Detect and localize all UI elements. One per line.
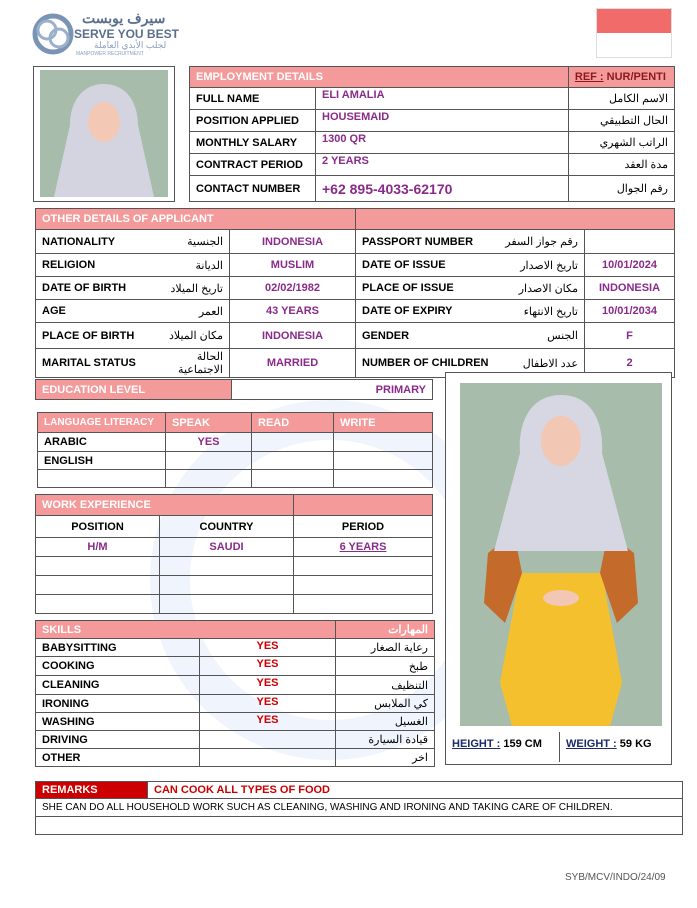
age-label: AGE: [36, 300, 144, 323]
full-name-label: FULL NAME: [190, 88, 316, 110]
company-english-name: SERVE YOU BEST: [74, 27, 179, 41]
skill-cooking-value: YES: [200, 657, 336, 676]
skill-driving-value: [200, 731, 336, 749]
applicant-photo-small: [40, 70, 168, 197]
language-arabic-read: [252, 433, 334, 452]
weight-label: WEIGHT :: [566, 738, 617, 750]
passport-number-value: [585, 230, 675, 254]
employment-table: [189, 66, 675, 202]
skill-cooking-label: COOKING: [36, 657, 200, 676]
company-arabic-name: سيرف يوبست: [82, 10, 166, 26]
work-country-2: [160, 557, 294, 576]
skills-table: [35, 620, 435, 767]
date-of-expiry-ar: تاريخ الانتهاء: [495, 300, 585, 323]
position-applied-ar: الحال التطبيقي: [568, 110, 674, 132]
work-experience-table: [35, 494, 433, 614]
date-of-issue-label: DATE OF ISSUE: [356, 254, 495, 277]
language-english-speak: [166, 452, 252, 470]
marital-status-ar: الحالة الاجتماعية: [144, 349, 230, 378]
remarks-headline: CAN COOK ALL TYPES OF FOOD: [148, 782, 683, 799]
date-of-birth-label: DATE OF BIRTH: [36, 277, 144, 300]
religion-value: MUSLIM: [230, 254, 356, 277]
full-name-value: ELI AMALIA: [316, 88, 569, 110]
work-period-2: [294, 557, 433, 576]
position-applied-label: POSITION APPLIED: [190, 110, 316, 132]
work-period-1: 6 YEARS: [294, 538, 433, 557]
education-label: EDUCATION LEVEL: [36, 380, 232, 400]
work-experience-header: WORK EXPERIENCE: [36, 495, 294, 516]
language-header-write: WRITE: [334, 413, 433, 433]
nationality-value: INDONESIA: [230, 230, 356, 254]
contact-number-label: CONTACT NUMBER: [190, 176, 316, 202]
children-value: 2: [585, 349, 675, 378]
skill-washing-value: YES: [200, 713, 336, 731]
religion-label: RELIGION: [36, 254, 144, 277]
place-of-birth-value: INDONESIA: [230, 323, 356, 349]
place-of-issue-value: INDONESIA: [585, 277, 675, 300]
height-value: 159 CM: [503, 738, 542, 750]
skill-ironing-label: IRONING: [36, 695, 200, 713]
gender-label: GENDER: [356, 323, 495, 349]
skill-washing-label: WASHING: [36, 713, 200, 731]
work-experience-header-right: [294, 495, 433, 516]
skills-header-ar: المهارات: [336, 621, 435, 639]
skill-ironing-value: YES: [200, 695, 336, 713]
skill-babysitting-ar: رعاية الصغار: [336, 639, 435, 657]
other-details-header: OTHER DETAILS OF APPLICANT: [36, 209, 356, 230]
monthly-salary-label: MONTHLY SALARY: [190, 132, 316, 154]
language-english: ENGLISH: [38, 452, 166, 470]
monthly-salary-ar: الراتب الشهري: [568, 132, 674, 154]
skill-ironing-ar: كي الملابس: [336, 695, 435, 713]
skill-driving-ar: قيادة السيارة: [336, 731, 435, 749]
language-arabic: ARABIC: [38, 433, 166, 452]
language-header-speak: SPEAK: [166, 413, 252, 433]
indonesia-flag: [596, 8, 672, 58]
marital-status-label: MARITAL STATUS: [36, 349, 144, 378]
language-empty-speak: [166, 470, 252, 488]
remarks-text: SHE CAN DO ALL HOUSEHOLD WORK SUCH AS CLEANING, WASHING AND IRONING AND TAKING CARE OF CHILDREN.: [36, 799, 683, 817]
ref-label: REF :: [574, 71, 604, 83]
passport-number-label: PASSPORT NUMBER: [356, 230, 495, 254]
language-english-write: [334, 452, 433, 470]
religion-ar: الديانة: [144, 254, 230, 277]
nationality-ar: الجنسية: [144, 230, 230, 254]
skill-cleaning-ar: التنظيف: [336, 676, 435, 695]
work-col-country: COUNTRY: [160, 516, 294, 538]
work-country-3: [160, 576, 294, 595]
date-of-expiry-value: 10/01/2034: [585, 300, 675, 323]
language-header-literacy: LANGUAGE LITERACY: [38, 413, 166, 433]
language-header-read: READ: [252, 413, 334, 433]
language-empty-write: [334, 470, 433, 488]
company-arabic-sub: لجلب الأيدي العاملة: [94, 40, 167, 50]
place-of-birth-ar: مكان الميلاد: [144, 323, 230, 349]
gender-value: F: [585, 323, 675, 349]
document-code: SYB/MCV/INDO/24/09: [565, 872, 666, 883]
work-position-3: [36, 576, 160, 595]
passport-number-ar: رقم جواز السفر: [495, 230, 585, 254]
date-of-birth-value: 02/02/1982: [230, 277, 356, 300]
place-of-issue-ar: مكان الاصدار: [495, 277, 585, 300]
work-country-4: [160, 595, 294, 614]
age-value: 43 YEARS: [230, 300, 356, 323]
date-of-issue-ar: تاريخ الاصدار: [495, 254, 585, 277]
other-details-header-right: [356, 209, 675, 230]
education-value: PRIMARY: [232, 380, 433, 400]
height-label: HEIGHT :: [452, 738, 501, 750]
work-country-1: SAUDI: [160, 538, 294, 557]
remarks-label: REMARKS: [36, 782, 148, 799]
language-table: [37, 412, 433, 488]
contact-number-ar: رقم الجوال: [568, 176, 674, 202]
education-table: [35, 379, 433, 400]
place-of-issue-label: PLACE OF ISSUE: [356, 277, 495, 300]
work-col-period: PERIOD: [294, 516, 433, 538]
date-of-issue-value: 10/01/2024: [585, 254, 675, 277]
language-empty-row: [38, 470, 166, 488]
height-weight-divider: [559, 732, 560, 762]
ref-cell: [568, 67, 674, 88]
contact-number-value: +62 895-4033-62170: [316, 176, 569, 202]
height-box: [452, 738, 542, 750]
date-of-expiry-label: DATE OF EXPIRY: [356, 300, 495, 323]
language-empty-read: [252, 470, 334, 488]
place-of-birth-label: PLACE OF BIRTH: [36, 323, 144, 349]
remarks-empty-row: [36, 817, 683, 835]
skills-header: SKILLS: [36, 621, 336, 639]
nationality-label: NATIONALITY: [36, 230, 144, 254]
language-english-read: [252, 452, 334, 470]
language-arabic-write: [334, 433, 433, 452]
weight-value: 59 KG: [619, 738, 652, 750]
skill-babysitting-label: BABYSITTING: [36, 639, 200, 657]
contract-period-value: 2 YEARS: [316, 154, 569, 176]
language-arabic-speak: YES: [166, 433, 252, 452]
children-label: NUMBER OF CHILDREN: [356, 349, 495, 378]
company-logo: [30, 10, 179, 60]
company-sub: MANPOWER RECRUITMENT: [76, 51, 144, 57]
skill-driving-label: DRIVING: [36, 731, 200, 749]
work-col-position: POSITION: [36, 516, 160, 538]
monthly-salary-value: 1300 QR: [316, 132, 569, 154]
applicant-photo-full: [460, 383, 662, 726]
weight-box: [566, 738, 652, 750]
skill-other-ar: اخر: [336, 749, 435, 767]
remarks-table: [35, 781, 683, 835]
skill-washing-ar: الغسيل: [336, 713, 435, 731]
work-period-3: [294, 576, 433, 595]
skill-other-value: [200, 749, 336, 767]
flag-white-stripe: [597, 33, 671, 57]
skill-cleaning-value: YES: [200, 676, 336, 695]
skill-cleaning-label: CLEANING: [36, 676, 200, 695]
other-details-table: [35, 208, 675, 378]
work-period-4: [294, 595, 433, 614]
contract-period-ar: مدة العقد: [568, 154, 674, 176]
ref-value: NUR/PENTI: [606, 71, 666, 83]
work-position-2: [36, 557, 160, 576]
flag-red-stripe: [597, 9, 671, 33]
date-of-birth-ar: تاريخ الميلاد: [144, 277, 230, 300]
work-position-1: H/M: [36, 538, 160, 557]
skill-other-label: OTHER: [36, 749, 200, 767]
skill-cooking-ar: طبخ: [336, 657, 435, 676]
gender-ar: الجنس: [495, 323, 585, 349]
skill-babysitting-value: YES: [200, 639, 336, 657]
position-applied-value: HOUSEMAID: [316, 110, 569, 132]
employment-header: EMPLOYMENT DETAILS: [190, 67, 569, 88]
work-position-4: [36, 595, 160, 614]
age-ar: العمر: [144, 300, 230, 323]
contract-period-label: CONTRACT PERIOD: [190, 154, 316, 176]
children-ar: عدد الاطفال: [495, 349, 585, 378]
full-name-ar: الاسم الكامل: [568, 88, 674, 110]
marital-status-value: MARRIED: [230, 349, 356, 378]
